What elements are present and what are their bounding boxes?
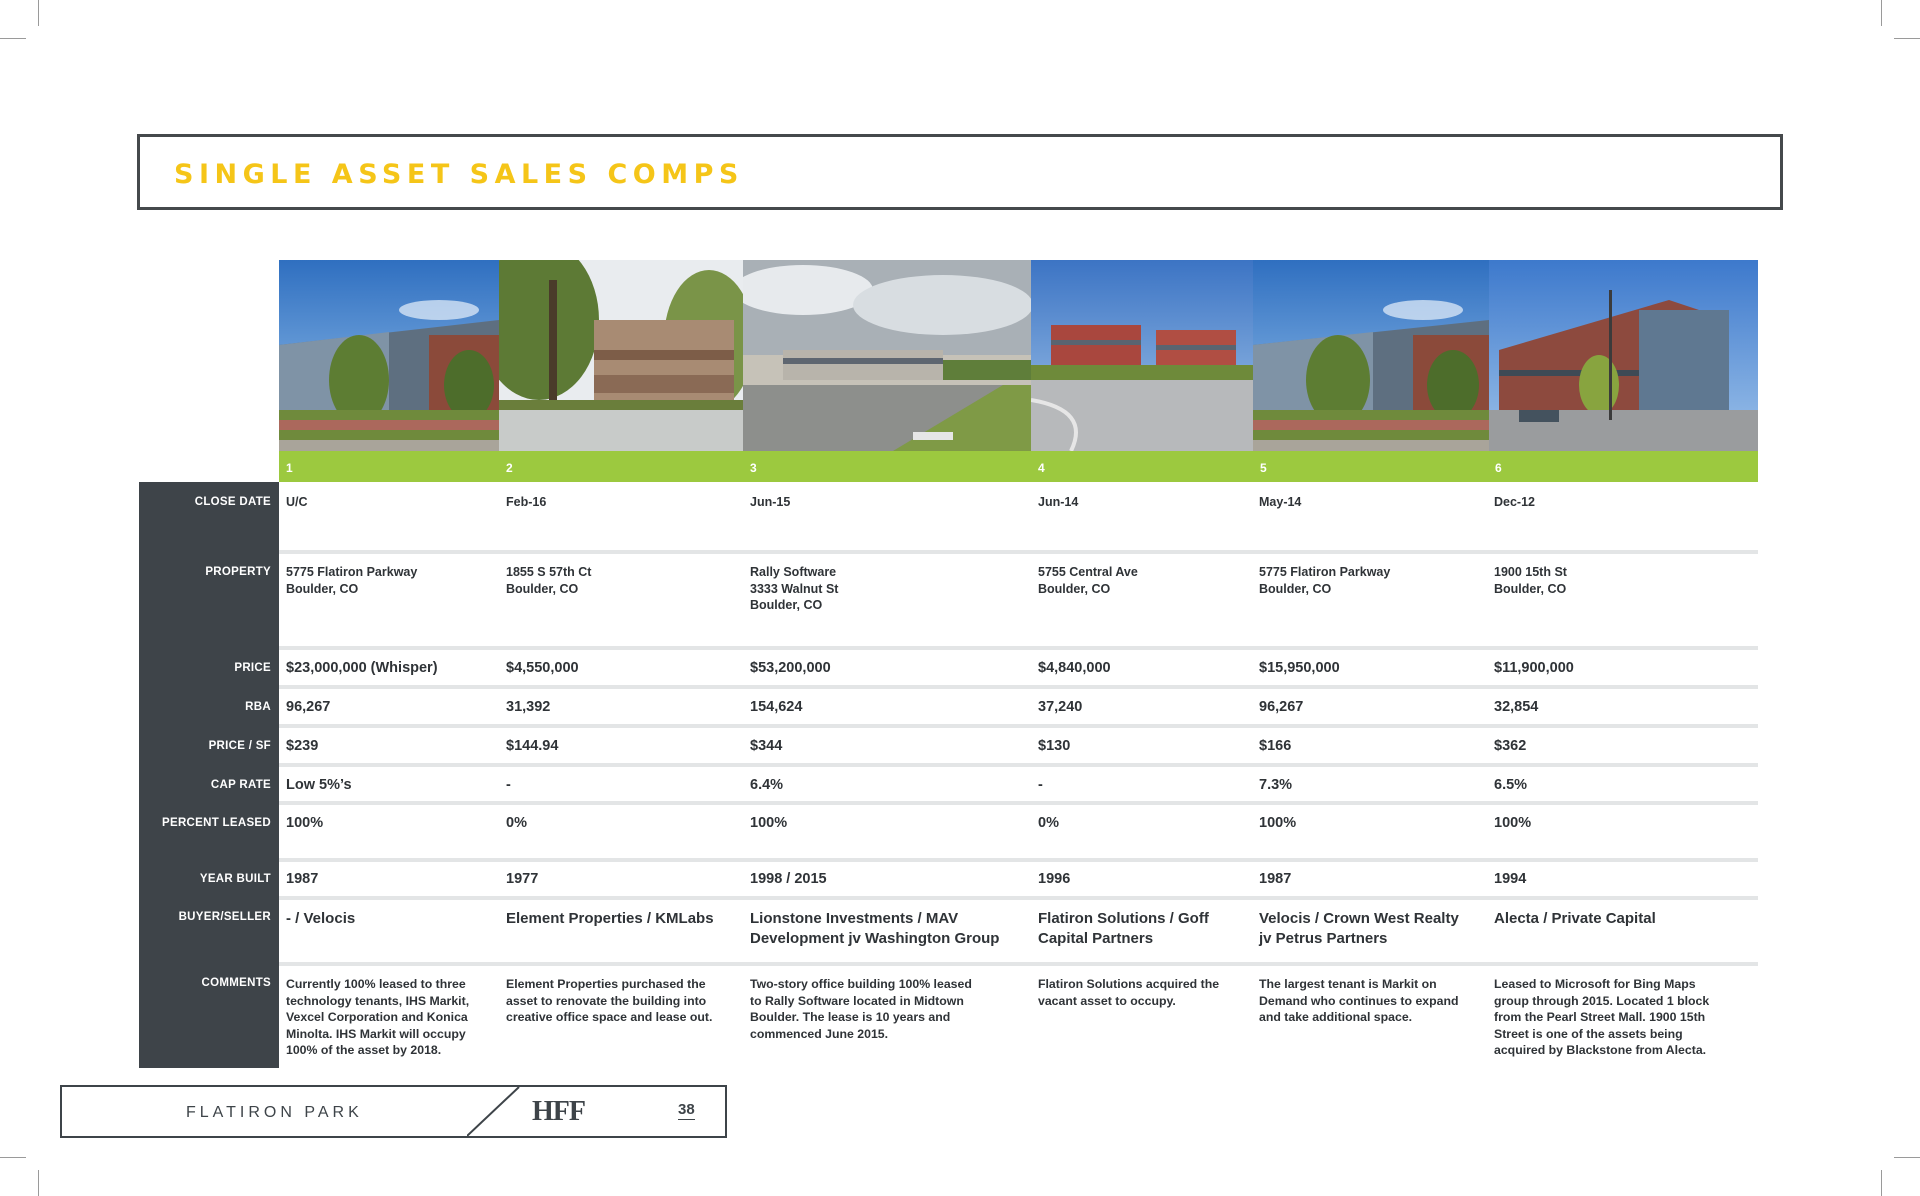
cell-comments: Element Properties purchased the asset to renovate the building into creative office space and lease out. [506, 977, 713, 1025]
crop-mark [1881, 1170, 1882, 1196]
cell-rba: 96,267 [286, 699, 331, 715]
cell-rba: 154,624 [750, 699, 803, 715]
cell-price-sf: $362 [1494, 738, 1527, 754]
cell-cap-rate: - [506, 777, 511, 793]
row-label-close-date: CLOSE DATE [194, 496, 271, 508]
cell-cap-rate: Low 5%’s [286, 777, 352, 793]
footer-bar [60, 1085, 727, 1138]
cell-close-date: Feb-16 [506, 495, 547, 509]
cell-rba: 37,240 [1038, 699, 1083, 715]
cell-comments: Currently 100% leased to three technology tenants, IHS Markit, Vexcel Corporation and Konica Minolta. IHS Markit will occupy 100% of the asset by 2018. [286, 977, 470, 1058]
property-photo-5 [1253, 260, 1489, 451]
cell-cap-rate: 7.3% [1259, 777, 1293, 793]
cell-close-date: May-14 [1259, 495, 1302, 509]
crop-mark [38, 0, 39, 26]
cell-close-date: Jun-15 [750, 495, 791, 509]
cell-price: $23,000,000 (Whisper) [286, 660, 438, 676]
cell-cap-rate: - [1038, 777, 1043, 793]
cell-price-sf: $144.94 [506, 738, 559, 754]
row-divider [279, 858, 1758, 862]
footer-project-name: FLATIRON PARK [186, 1104, 363, 1121]
row-label-price: PRICE [234, 662, 271, 674]
cell-property: 1900 15th St Boulder, CO [1494, 565, 1567, 596]
cell-price: $4,550,000 [506, 660, 579, 676]
row-label-property: PROPERTY [205, 566, 271, 578]
cell-cap-rate: 6.4% [750, 777, 784, 793]
comp-number: 4 [1038, 461, 1045, 475]
cell-year-built: 1987 [286, 871, 319, 887]
cell-percent-leased: 0% [506, 815, 527, 831]
row-divider [279, 801, 1758, 805]
cell-price-sf: $166 [1259, 738, 1292, 754]
cell-year-built: 1994 [1494, 871, 1527, 887]
row-label-year-built: YEAR BUILT [199, 873, 271, 885]
crop-mark [0, 38, 26, 39]
crop-mark [38, 1170, 39, 1196]
cell-price: $11,900,000 [1494, 660, 1574, 676]
row-label-rba: RBA [245, 701, 271, 713]
cell-buyer-seller: Velocis / Crown West Realty jv Petrus Partners [1259, 910, 1459, 947]
row-divider [279, 763, 1758, 767]
cell-rba: 96,267 [1259, 699, 1304, 715]
row-divider [279, 962, 1758, 966]
cell-comments: Leased to Microsoft for Bing Maps group through 2015. Located 1 block from the Pearl Street Mall. 1900 15th Street is one of the assets being acquired by Blackstone from Alecta. [1494, 977, 1710, 1058]
row-label-cap-rate: CAP RATE [210, 779, 271, 791]
hff-logo: HFF [532, 1096, 585, 1127]
cell-year-built: 1977 [506, 871, 539, 887]
comp-number: 5 [1260, 461, 1267, 475]
property-photo-4 [1031, 260, 1253, 451]
crop-mark [1894, 1157, 1920, 1158]
crop-mark [1881, 0, 1882, 26]
row-label-percent-leased: PERCENT LEASED [162, 817, 271, 829]
cell-percent-leased: 100% [750, 815, 788, 831]
property-photo-2 [499, 260, 743, 451]
cell-year-built: 1996 [1038, 871, 1071, 887]
cell-property: 5775 Flatiron Parkway Boulder, CO [286, 565, 418, 596]
cell-price: $4,840,000 [1038, 660, 1111, 676]
row-label-price-sf: PRICE / SF [208, 740, 271, 752]
cell-close-date: U/C [286, 495, 308, 509]
row-divider [279, 685, 1758, 689]
property-photo-6 [1489, 260, 1758, 451]
cell-buyer-seller: Lionstone Investments / MAV Development jv Washington Group [750, 910, 1000, 947]
cell-price-sf: $344 [750, 738, 783, 754]
crop-mark [0, 1157, 26, 1158]
cell-percent-leased: 100% [1259, 815, 1297, 831]
cell-rba: 31,392 [506, 699, 551, 715]
comp-number-band [279, 451, 1758, 482]
property-photo-1 [279, 260, 499, 451]
row-divider [279, 724, 1758, 728]
cell-close-date: Dec-12 [1494, 495, 1535, 509]
comp-number: 2 [506, 461, 513, 475]
cell-comments: Flatiron Solutions acquired the vacant asset to occupy. [1038, 977, 1220, 1008]
footer-slash-divider [467, 1087, 527, 1136]
title-box [137, 134, 1783, 210]
page-number: 38 [678, 1101, 695, 1118]
cell-year-built: 1998 / 2015 [750, 871, 827, 887]
row-label-buyer-seller: BUYER/SELLER [178, 911, 271, 923]
cell-close-date: Jun-14 [1038, 495, 1079, 509]
cell-cap-rate: 6.5% [1494, 777, 1528, 793]
cell-price: $53,200,000 [750, 660, 831, 676]
comp-number: 6 [1495, 461, 1502, 475]
cell-buyer-seller: Alecta / Private Capital [1494, 910, 1656, 927]
property-photo-3 [743, 260, 1031, 451]
cell-percent-leased: 100% [1494, 815, 1532, 831]
cell-price: $15,950,000 [1259, 660, 1340, 676]
row-label-column [139, 482, 279, 1068]
comp-number: 3 [750, 461, 757, 475]
cell-comments: Two-story office building 100% leased to Rally Software located in Midtown Boulder. The lease is 10 years and commenced June 2015. [750, 977, 972, 1041]
cell-buyer-seller: - / Velocis [286, 910, 356, 927]
cell-year-built: 1987 [1259, 871, 1292, 887]
cell-buyer-seller: Element Properties / KMLabs [506, 910, 714, 927]
row-divider [279, 646, 1758, 650]
cell-rba: 32,854 [1494, 699, 1539, 715]
cell-property: 5775 Flatiron Parkway Boulder, CO [1259, 565, 1391, 596]
crop-mark [1894, 38, 1920, 39]
page-title: SINGLE ASSET SALES COMPS [174, 159, 744, 190]
cell-percent-leased: 0% [1038, 815, 1059, 831]
cell-property: Rally Software 3333 Walnut St Boulder, CO [750, 565, 839, 612]
row-divider [279, 550, 1758, 554]
comp-number: 1 [286, 461, 293, 475]
photo-strip [279, 260, 1758, 451]
cell-comments: The largest tenant is Markit on Demand who continues to expand and take additional space. [1259, 977, 1459, 1025]
cell-price-sf: $239 [286, 738, 319, 754]
cell-property: 5755 Central Ave Boulder, CO [1038, 565, 1138, 596]
cell-price-sf: $130 [1038, 738, 1071, 754]
cell-percent-leased: 100% [286, 815, 324, 831]
row-label-comments: COMMENTS [201, 977, 271, 989]
cell-buyer-seller: Flatiron Solutions / Goff Capital Partners [1038, 910, 1209, 947]
row-divider [279, 896, 1758, 900]
cell-property: 1855 S 57th Ct Boulder, CO [506, 565, 592, 596]
